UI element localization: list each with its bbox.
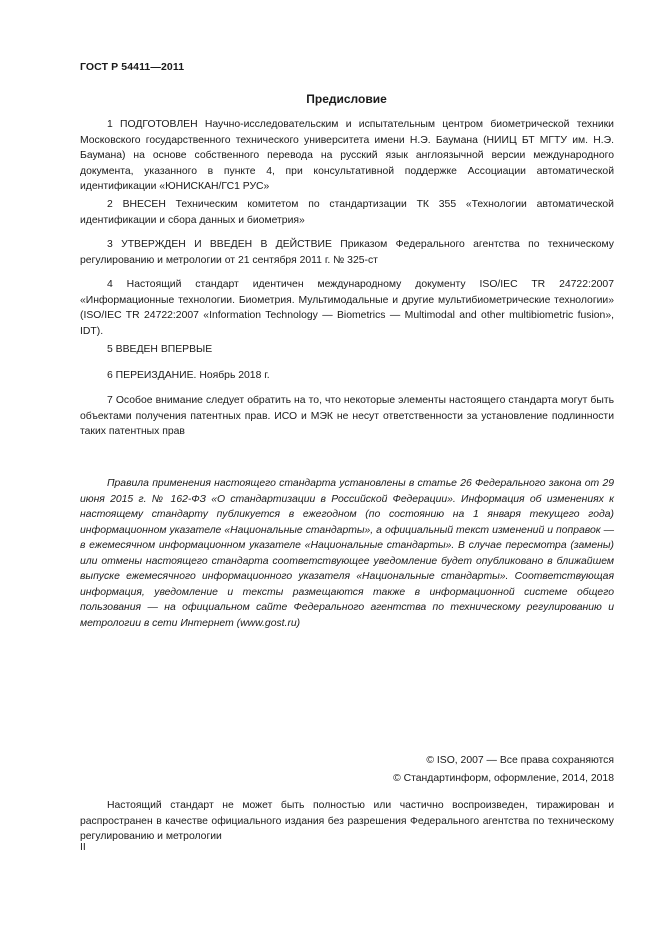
standard-designation: ГОСТ Р 54411—2011: [80, 61, 185, 73]
preface-item-7: 7 Особое внимание следует обратить на то, что некоторые элементы настоящего стандарта могут быть объектами получения патентных прав. ИСО и МЭК не несут ответственности за установление подлинности таких патентных прав: [80, 395, 614, 437]
preface-title: Предисловие: [306, 92, 387, 106]
standard-application-rules-notice: Правила применения настоящего стандарта установлены в статье 26 Федерального закона от 29 июня 2015 г. № 162-ФЗ «О стандартизации в Российской Федерации». Информация об изменениях к настоящему стандарту публикуется в ежегодном (по состоянию на 1 января текущего года) информационном указателе «Национальные стандарты», а официальный текст изменений и поправок — в ежемесячном информационном указателе «Национальные стандарты». В случае пересмотра (замены) или отмены настоящего стандарта соответствующее уведомление будет опубликовано в ближайшем выпуске ежемесячного информационного указателя «Национальные стандарты». Соответствующая информация, уведомление и тексты размещаются также в информационной системе общего пользования — на официальном сайте Федерального агентства по техническому регулированию и метрологии в сети Интернет (www.gost.ru): [80, 478, 614, 629]
standartinform-copyright: © Стандартинформ, оформление, 2014, 2018: [393, 773, 614, 784]
reproduction-notice: Настоящий стандарт не может быть полностью или частично воспроизведен, тиражирован и распространен в качестве официального издания без разрешения Федерального агентства по техническому регулированию и метрологии: [80, 800, 614, 842]
iso-copyright: © ISO, 2007 — Все права сохраняются: [426, 755, 614, 766]
preface-item-1: 1 ПОДГОТОВЛЕН Научно-исследовательским и испытательным центром биометрической техники Московского государственного технического университета имени Н.Э. Баумана (НИИЦ БТ МГТУ им. Н.Э. Баумана) на основе собственного перевода на русский язык англоязычной версии международного документа, указанного в пункте 4, при консультативной поддержке Ассоциации автоматической идентификации «ЮНИСКАН/ГС1 РУС»: [80, 119, 614, 192]
page-number: II: [80, 842, 86, 853]
preface-item-4: 4 Настоящий стандарт идентичен международному документу ISO/IEC TR 24722:2007 «Информационные технологии. Биометрия. Мультимодальные и другие мультибиометрические технологии» (ISO/IEC TR 24722:2007 «Information Technology — Biometrics — Multimodal and other multibiometric fusion», IDT).: [80, 279, 614, 337]
preface-item-3: 3 УТВЕРЖДЕН И ВВЕДЕН В ДЕЙСТВИЕ Приказом Федерального агентства по техническому регулированию и метрологии от 21 сентября 2011 г. № 325-ст: [80, 239, 614, 266]
preface-item-5: 5 ВВЕДЕН ВПЕРВЫЕ: [107, 344, 213, 355]
preface-item-2: 2 ВНЕСЕН Техническим комитетом по стандартизации ТК 355 «Технологии автоматической идентификации и сбора данных и биометрия»: [80, 199, 614, 226]
preface-item-6: 6 ПЕРЕИЗДАНИЕ. Ноябрь 2018 г.: [107, 370, 270, 381]
